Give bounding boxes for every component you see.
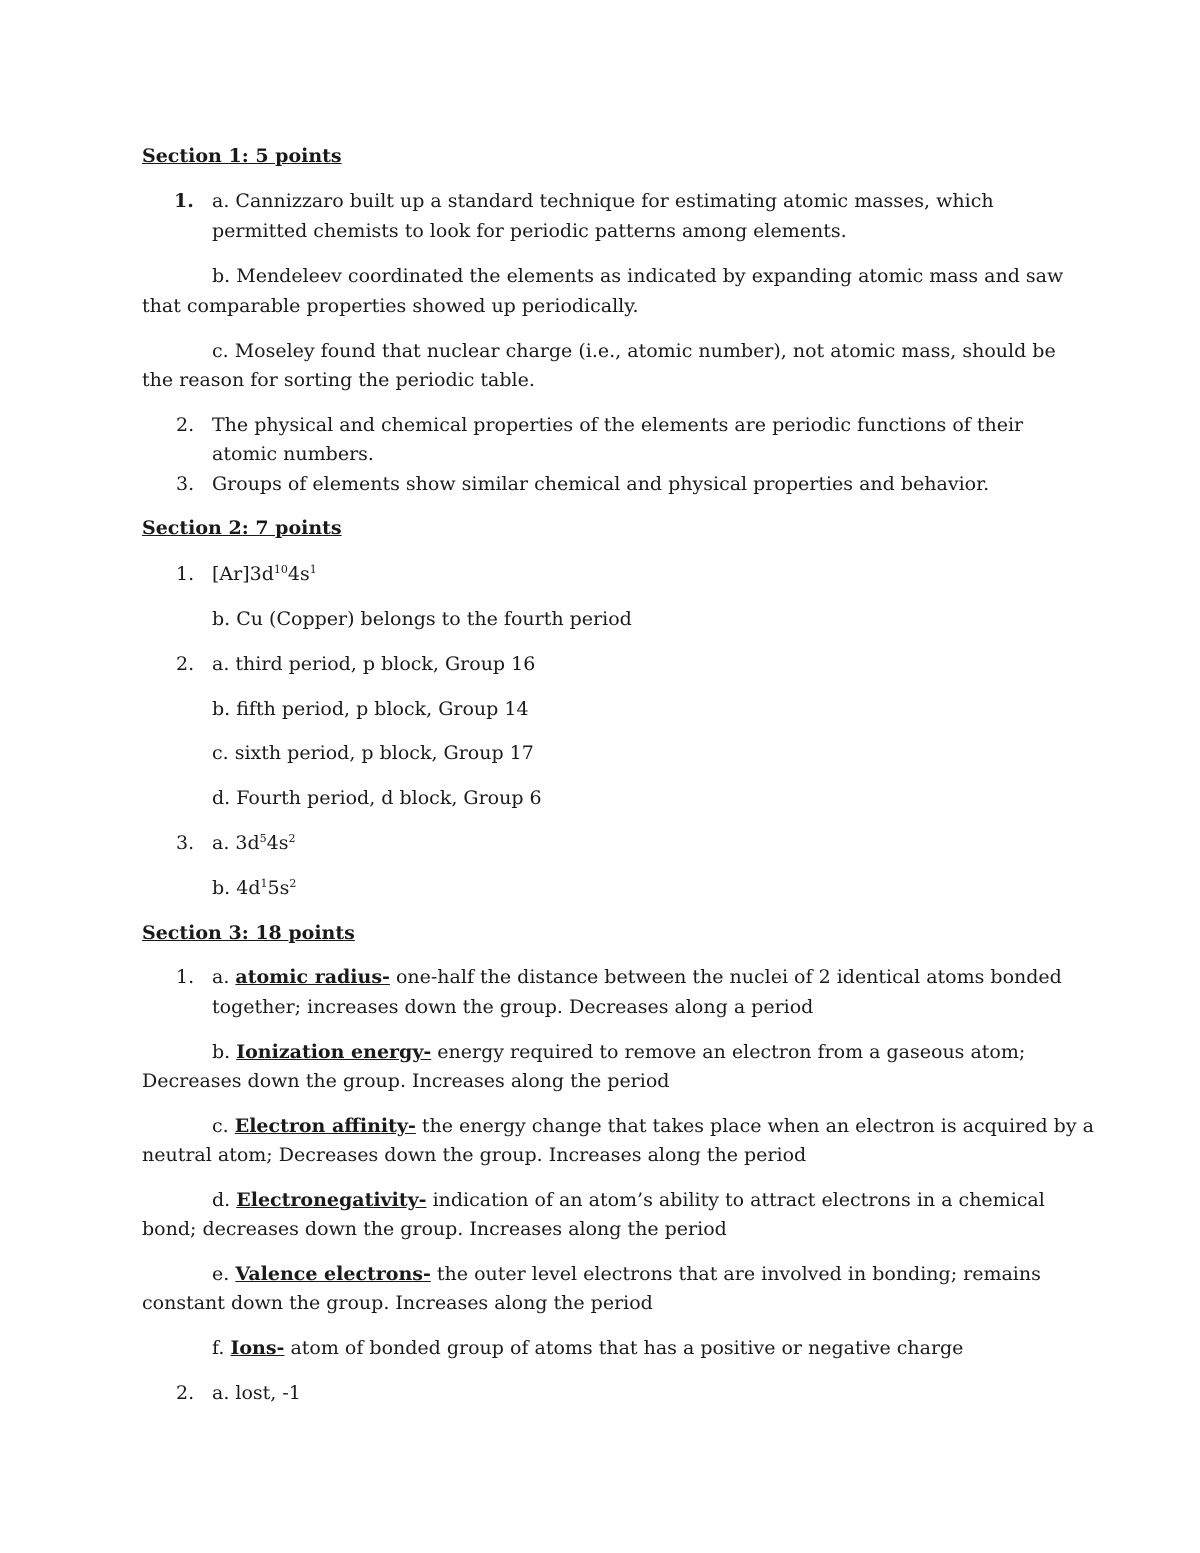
s1-q1a-line1: a. Cannizzaro built up a standard technique for estimating atomic masses, which: [212, 190, 994, 212]
s1-q1c-line1: c. Moseley found that nuclear charge (i.e., atomic number), not atomic mass, should be: [212, 340, 1056, 362]
s2-q1-number: 1.: [176, 563, 195, 585]
s3-q2a: a. lost, -1: [212, 1382, 301, 1404]
s3-q1c-line1: [212, 1114, 1094, 1138]
s2-q3b-part2: 5s: [267, 877, 290, 899]
s3-q1d-line1: [212, 1188, 1045, 1212]
s2-q2-number: 2.: [176, 653, 195, 675]
s3-b-rest: energy required to remove an electron from a gaseous atom;: [431, 1041, 1026, 1063]
s3-f-rest: atom of bonded group of atoms that has a positive or negative charge: [284, 1337, 964, 1359]
s3-f-label: f.: [212, 1337, 225, 1359]
s2-q3a-part2: 4s: [266, 832, 289, 854]
s2-q1-config-sup2: 1: [309, 563, 317, 576]
s3-q1c-line2: neutral atom; Decreases down the group. Increases along the period: [142, 1144, 807, 1166]
s3-q1a-line2: together; increases down the group. Decreases along a period: [212, 996, 814, 1018]
section-1-heading: Section 1: 5 points: [142, 145, 342, 167]
s3-c-term: Electron affinity-: [234, 1115, 416, 1137]
s2-q3a-part1: a. 3d: [212, 832, 260, 854]
s2-q2b: b. fifth period, p block, Group 14: [212, 698, 529, 720]
s2-q1-electron-config: [212, 562, 317, 586]
s3-e-rest: the outer level electrons that are involved in bonding; remains: [430, 1263, 1041, 1285]
s3-a-rest: one-half the distance between the nuclei of 2 identical atoms bonded: [389, 966, 1062, 988]
s1-q1-number: 1.: [174, 190, 194, 212]
s3-q1b-line2: Decreases down the group. Increases along the period: [142, 1070, 670, 1092]
s3-q1d-line2: bond; decreases down the group. Increases along the period: [142, 1218, 727, 1240]
s1-q1b-line1: b. Mendeleev coordinated the elements as indicated by expanding atomic mass and saw: [212, 265, 1064, 287]
s3-d-rest: indication of an atom’s ability to attract electrons in a chemical: [426, 1189, 1045, 1211]
s2-q1-config-sup1: 10: [273, 563, 288, 576]
s2-q3-number: 3.: [176, 832, 195, 854]
s3-q1a-line1: [212, 965, 1062, 989]
s2-q3b: [212, 876, 296, 900]
s2-q2d: d. Fourth period, d block, Group 6: [212, 787, 542, 809]
s3-q1e-line2: constant down the group. Increases along the period: [142, 1292, 653, 1314]
s3-c-label: c.: [212, 1115, 229, 1137]
s3-d-term: Electronegativity-: [236, 1189, 427, 1211]
s1-q2-line2: atomic numbers.: [212, 443, 374, 465]
section-2-heading: Section 2: 7 points: [142, 517, 342, 539]
s3-b-label: b.: [212, 1041, 231, 1063]
s3-q2-number: 2.: [176, 1382, 195, 1404]
s2-q1-config-part1: [Ar]3d: [212, 563, 274, 585]
s1-q1a-line2: permitted chemists to look for periodic patterns among elements.: [212, 220, 847, 242]
s3-d-label: d.: [212, 1189, 231, 1211]
s3-e-term: Valence electrons-: [235, 1263, 431, 1285]
s1-q2-number: 2.: [176, 414, 195, 436]
s1-q2-line1: The physical and chemical properties of the elements are periodic functions of their: [212, 414, 1024, 436]
s2-q3b-part1: b. 4d: [212, 877, 261, 899]
s3-q1f-line1: [212, 1336, 963, 1360]
s2-q3a-sup2: 2: [288, 832, 296, 845]
s2-q3b-sup2: 2: [289, 877, 297, 890]
s3-e-label: e.: [212, 1263, 230, 1285]
s3-q1b-line1: [212, 1040, 1025, 1064]
s2-q1b: b. Cu (Copper) belongs to the fourth period: [212, 608, 632, 630]
s3-a-term: atomic radius-: [235, 966, 390, 988]
s3-c-rest: the energy change that takes place when an electron is acquired by a: [415, 1115, 1094, 1137]
s2-q2a: a. third period, p block, Group 16: [212, 653, 536, 675]
s3-f-term: Ions-: [230, 1337, 285, 1359]
section-3-heading: Section 3: 18 points: [142, 922, 355, 944]
s2-q3a: [212, 831, 296, 855]
s2-q1-config-part2: 4s: [287, 563, 310, 585]
s1-q1b-line2: that comparable properties showed up periodically.: [142, 295, 639, 317]
s3-q1-number: 1.: [176, 966, 195, 988]
s1-q1c-line2: the reason for sorting the periodic table.: [142, 369, 535, 391]
s2-q3a-sup1: 5: [259, 832, 267, 845]
s2-q3b-sup1: 1: [260, 877, 268, 890]
s3-a-label: a.: [212, 966, 230, 988]
s3-q1e-line1: [212, 1262, 1041, 1286]
s1-q3-number: 3.: [176, 473, 195, 495]
s1-q3-line1: Groups of elements show similar chemical and physical properties and behavior.: [212, 473, 990, 495]
s2-q2c: c. sixth period, p block, Group 17: [212, 742, 534, 764]
s3-b-term: Ionization energy-: [236, 1041, 432, 1063]
